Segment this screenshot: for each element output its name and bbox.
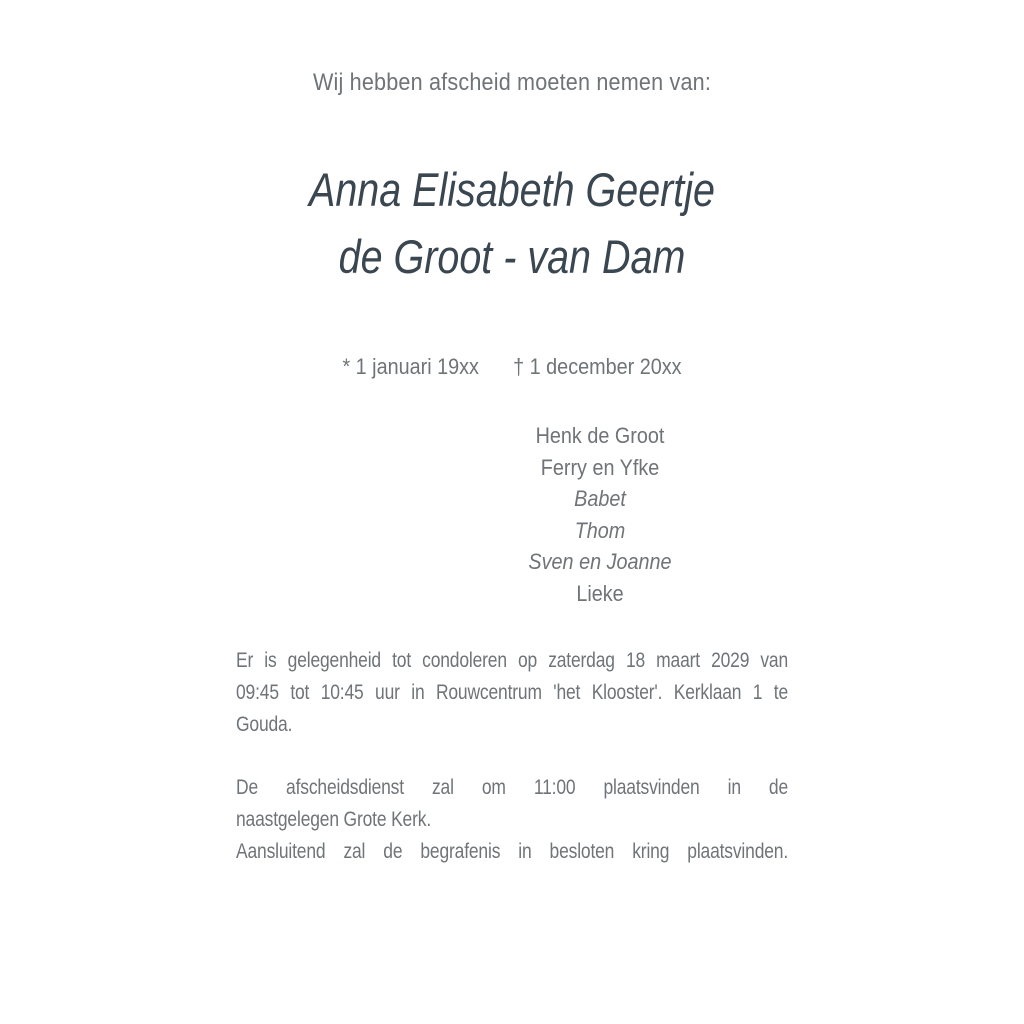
burial-paragraph — [236, 836, 788, 868]
intro-line: Wij hebben afscheid moeten nemen van: — [312, 69, 712, 96]
service-line: De afscheidsdienst zal om 11:00 plaatsvinden in de — [236, 775, 789, 800]
condolence-line: Gouda. — [236, 711, 293, 736]
life-dates — [51, 354, 973, 380]
service-paragraph — [236, 772, 788, 836]
family-name: Sven en Joanne — [528, 549, 672, 574]
family-names-list — [442, 420, 759, 609]
condolence-line: Er is gelegenheid tot condoleren op zaterdag 18 maart 2029 van — [236, 648, 789, 672]
condolence-paragraph — [236, 645, 788, 740]
family-name: Lieke — [576, 580, 624, 606]
burial-line: Aansluitend zal de begrafenis in besloten kring plaatsvinden. — [236, 838, 789, 863]
family-name: Babet — [574, 486, 626, 511]
deceased-name-line1: Anna Elisabeth Geertje — [308, 163, 716, 216]
announcement-text — [236, 645, 788, 868]
deceased-name-line2: de Groot - van Dam — [338, 230, 686, 283]
family-name: Ferry en Yfke — [540, 454, 660, 480]
family-name: Thom — [574, 517, 626, 543]
condolence-line: 09:45 tot 10:45 uur in Rouwcentrum 'het Klooster'. Kerklaan 1 te — [236, 679, 789, 704]
service-line: naastgelegen Grote Kerk. — [236, 807, 432, 832]
death-date: † 1 december 20xx — [513, 354, 682, 379]
deceased-name — [82, 156, 942, 290]
birth-date: * 1 januari 19xx — [342, 354, 479, 379]
family-name: Henk de Groot — [535, 423, 665, 448]
